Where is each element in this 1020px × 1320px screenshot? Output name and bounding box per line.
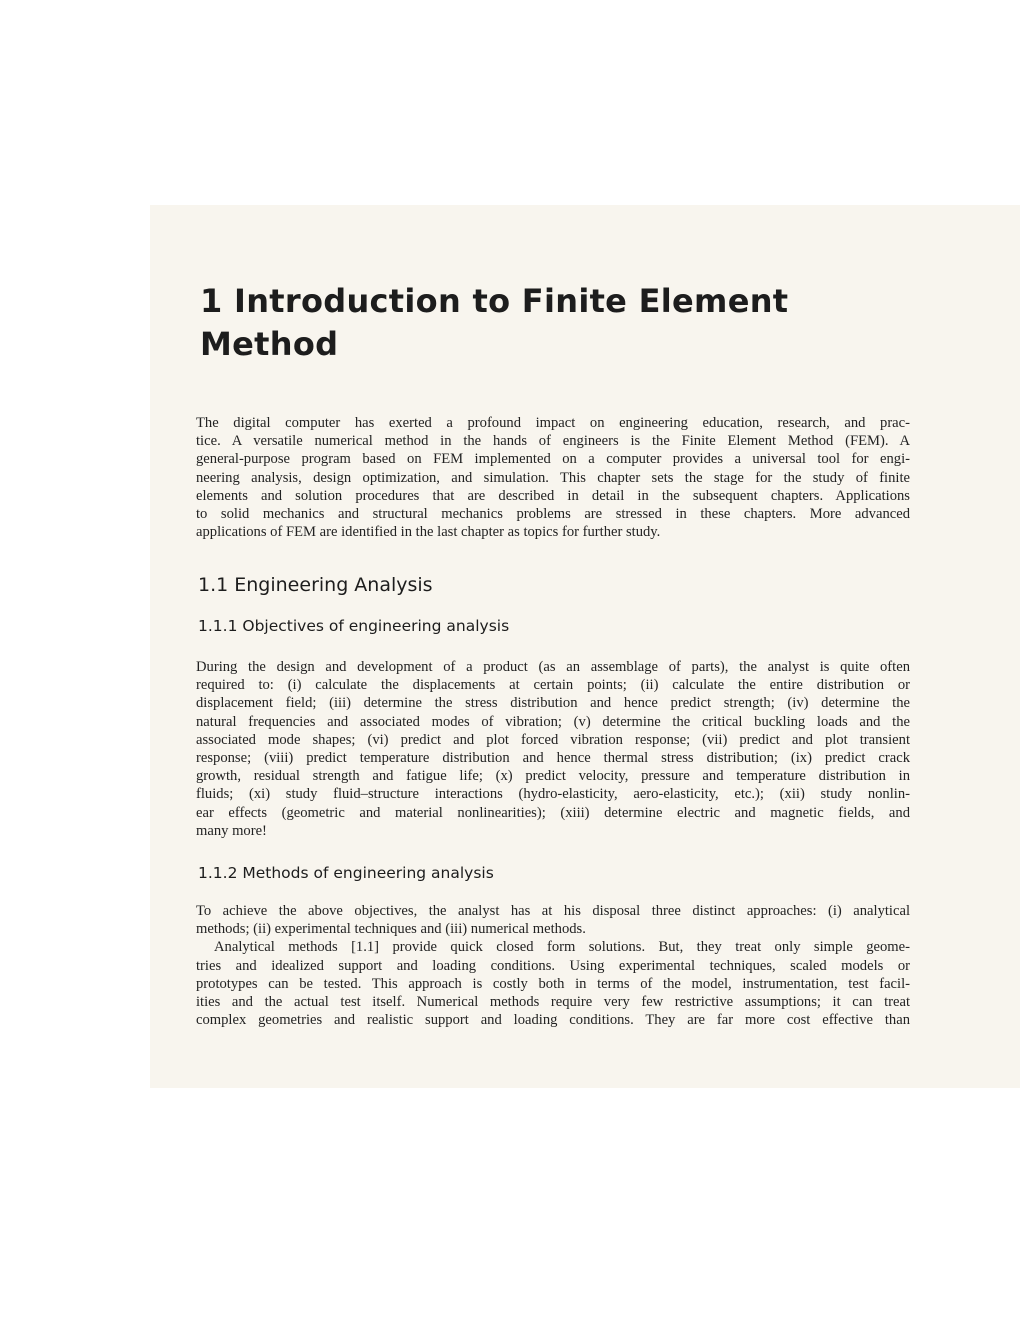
text-line: applications of FEM are identified in the last chapter as topics for further study. [196,524,661,541]
methods-paragraph [196,902,910,1029]
text-line: ities and the actual test itself. Numerical methods require very few restrictive assumptions; it can treat [196,993,910,1010]
text-line: elements and solution procedures that are described in detail in the subsequent chapters. Applications [196,487,910,504]
text-line: fluids; (xi) study fluid–structure interactions (hydro-elasticity, aero-elasticity, etc.); (xii) study nonlin- [196,786,910,803]
text-line: required to: (i) calculate the displacements at certain points; (ii) calculate the entire distribution or [196,677,910,694]
chapter-title-line2: Method [200,325,339,363]
text-line: natural frequencies and associated modes of vibration; (v) determine the critical buckling loads and the [196,713,910,730]
text-line: tries and idealized support and loading conditions. Using experimental techniques, scaled models or [196,957,910,974]
text-line: response; (viii) predict temperature distribution and hence thermal stress distribution; (ix) predict crack [196,749,910,766]
text-line: associated mode shapes; (vi) predict and plot forced vibration response; (vii) predict and plot transient [196,731,910,748]
section-heading-1-1-1: 1.1.1 Objectives of engineering analysis [198,617,510,635]
text-line: Analytical methods [1.1] provide quick closed form solutions. But, they treat only simple geome- [214,939,910,956]
text-line: complex geometries and realistic support and loading conditions. They are far more cost effective than [196,1012,910,1029]
text-line: general-purpose program based on FEM implemented on a computer provides a universal tool for engi- [196,451,910,468]
text-line: ear effects (geometric and material nonlinearities); (xiii) determine electric and magnetic fields, and [196,804,910,821]
text-line: displacement field; (iii) determine the stress distribution and hence predict strength; (iv) determine the [196,695,910,712]
text-line: to solid mechanics and structural mechanics problems are stressed in these chapters. More advanced [196,505,910,522]
text-line: To achieve the above objectives, the analyst has at his disposal three distinct approaches: (i) analytical [196,903,910,919]
text-line: growth, residual strength and fatigue life; (x) predict velocity, pressure and temperature distribution in [196,768,910,785]
text-line: The digital computer has exerted a profound impact on engineering education, research, and prac- [196,415,910,431]
objectives-paragraph [196,658,910,840]
text-line: methods; (ii) experimental techniques and (iii) numerical methods. [196,921,586,938]
section-heading-1-1-2: 1.1.2 Methods of engineering analysis [198,864,494,882]
text-line: tice. A versatile numerical method in the hands of engineers is the Finite Element Method (FEM). A [196,433,910,450]
section-heading-1-1: 1.1 Engineering Analysis [198,574,433,596]
text-line: many more! [196,822,267,839]
intro-paragraph [196,414,910,541]
chapter-title-line1: 1 Introduction to Finite Element [200,282,789,320]
text-line: During the design and development of a product (as an assemblage of parts), the analyst is quite often [196,659,910,675]
text-line: neering analysis, design optimization, and simulation. This chapter sets the stage for the study of finite [196,469,910,486]
text-line: prototypes can be tested. This approach is costly both in terms of the model, instrumentation, test facil- [196,975,910,992]
